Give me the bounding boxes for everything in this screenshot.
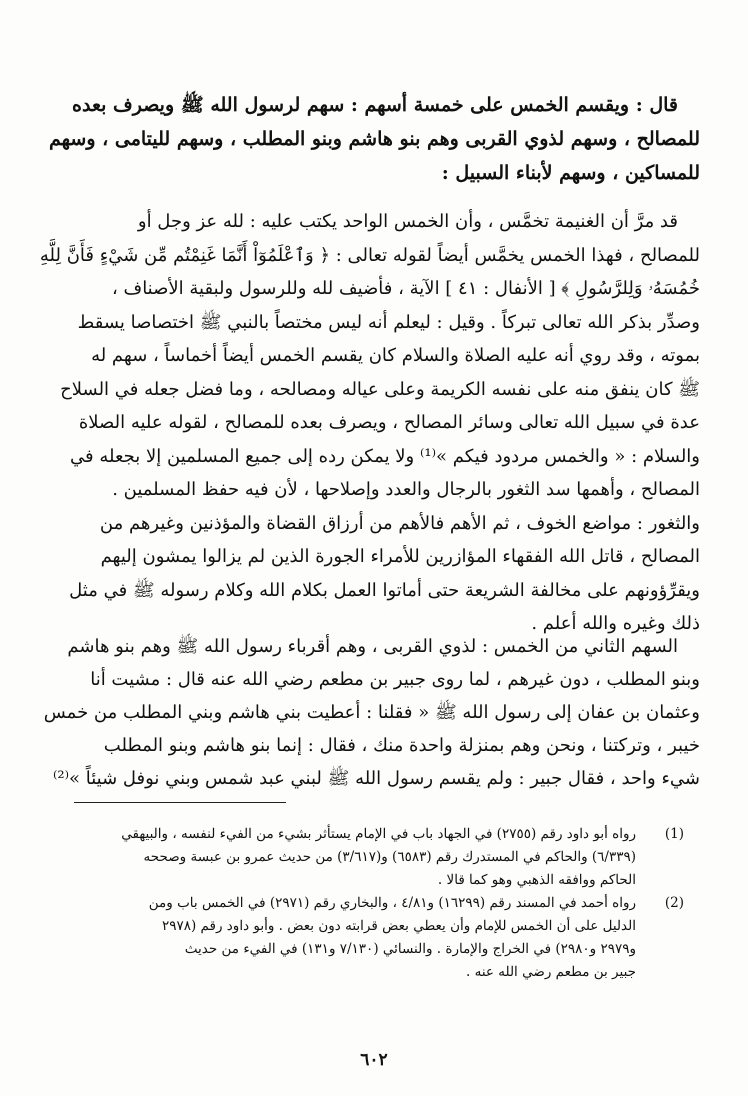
text-line: وبنو المطلب ، دون غيرهم ، لما روى جبير بن مطعم رضي الله عنه قال : مشيت أنا <box>90 669 700 690</box>
text-line: المصالح ، قاتل الله الفقهاء المؤازرين للأمراء الجورة الذين لم يزالوا يمشون إليهم <box>100 546 700 567</box>
text-line: ذلك وغيره والله أعلم . <box>531 613 700 634</box>
matn-line: للمساكين ، وسهم لأبناء السبيل : <box>441 162 700 184</box>
footnote-line: جبير بن مطعم رضي الله عنه . <box>466 964 636 980</box>
page-number: ٦٠٢ <box>360 1050 388 1070</box>
text-line: بموته ، وقد روي أنه عليه الصلاة والسلام كان يقسم الخمس أيضاً أخماساً ، سهم له <box>91 345 700 366</box>
footnote-separator <box>74 802 286 803</box>
commentary-paragraph-2 <box>43 630 700 795</box>
text-line: وصدِّر بذكر الله تعالى تبركاً . وقيل : ليعلم أنه ليس مختصاً بالنبي ﷺ اختصاصا يسقط <box>77 311 700 333</box>
footnote-number: (2) <box>664 895 684 911</box>
text-line: شيء واحد ، فقال جبير : ولم يقسم رسول الله ﷺ لبني عبد شمس وبني نوفل شيئاً »⁽²⁾ <box>52 768 700 789</box>
text-line: السهم الثاني من الخمس : لذوي القربى ، وهم أقرباء رسول الله ﷺ وهم بنو هاشم <box>67 636 678 657</box>
text-line: للمصالح ، فهذا الخمس يخمَّس أيضاً لقوله تعالى : ﴿ وَٱعْلَمُوٓاْ أَنَّمَا غَنِمْتُم مِّن شَيْءٍ فَأَنَّ لِلَّهِ <box>39 244 700 266</box>
text-line: عدة في سبيل الله تعالى وسائر المصالح ، ويصرف بعده للمصالح ، لقوله عليه الصلاة <box>78 412 700 433</box>
text-line: وعثمان بن عفان إلى رسول الله ﷺ « فقلنا : أعطيت بني هاشم وبني المطلب من خمس <box>43 702 700 723</box>
footnote-2 <box>74 892 684 984</box>
footnote-line: رواه أحمد في المسند رقم (١٦٢٩٩) و٤/٨١ ، والبخاري رقم (٢٩٧١) في الخمس باب ومن <box>148 895 636 911</box>
footnote-line: رواه أبو داود رقم (٢٧٥٥) في الجهاد باب في الإمام يستأثر بشيء من الفيء لنفسه ، والبيهقي <box>121 826 636 842</box>
text-line: ويقرِّؤونهم على مخالفة الشريعة حتى أماتوا العمل بكلام الله وكلام رسوله ﷺ في مثل <box>69 579 700 601</box>
commentary-paragraph-1 <box>39 205 700 641</box>
text-line: والثغور : مواضع الخوف ، ثم الأهم فالأهم من أرزاق القضاة والمؤذنين وغيرهم من <box>99 512 700 534</box>
text-line: والسلام : « والخمس مردود فيكم »⁽¹⁾ ولا يمكن رده إلى جميع المسلمين إلا بجعله في <box>70 445 700 467</box>
footnote-line: الحاكم ووافقه الذهبي وهو كما قالا . <box>437 872 636 888</box>
text-line: خيبر ، وتركتنا ، ونحن وهم بمنزلة واحدة منك ، فقال : إنما بنو هاشم وبنو المطلب <box>103 735 700 756</box>
matn-line: قال : ويقسم الخمس على خمسة أسهم : سهم لرسول الله ﷺ ويصرف بعده <box>72 94 678 116</box>
footnote-1 <box>74 823 684 892</box>
text-line: قد مرَّ أن الغنيمة تخمَّس ، وأن الخمس الواحد يكتب عليه : لله عز وجل أو <box>137 211 678 232</box>
footnote-line: (٦/٣٣٩) والحاكم في المستدرك رقم (٦٥٨٣) و(٣/٦١٧) من حديث عمرو بن عبسة وصححه <box>143 849 636 865</box>
footnotes <box>74 823 684 984</box>
footnote-line: الدليل على أن الخمس للإمام وأن يعطي بعض قرابته دون بعض . وأبو داود رقم (٢٩٧٨ <box>161 918 636 934</box>
footnote-line: و٢٩٧٩ و٢٩٨٠) في الخراج والإمارة . والنسائي (٧/١٣٠ و١٣١) في الفيء من حديث <box>184 941 636 957</box>
text-line: ﷺ كان ينفق منه على نفسه الكريمة وعلى عياله ومصالحه ، وما فضل جعله في السلاح <box>60 378 700 400</box>
text-line: خُمُسَهُۥ وَلِلرَّسُولِ ﴾ [ الأنفال : ٤١ ] الآية ، فأضيف لله وللرسول ولبقية الأصناف ، <box>112 278 700 299</box>
matn-text <box>49 88 700 190</box>
text-line: المصالح ، وأهمها سد الثغور بالرجال والعدد وإصلاحها ، لأن فيه حفظ المسلمين . <box>112 479 700 500</box>
footnote-number: (1) <box>664 826 684 842</box>
matn-line: للمصالح ، وسهم لذوي القربى وهم بنو هاشم وبنو المطلب ، وسهم لليتامى ، وسهم <box>49 128 700 150</box>
